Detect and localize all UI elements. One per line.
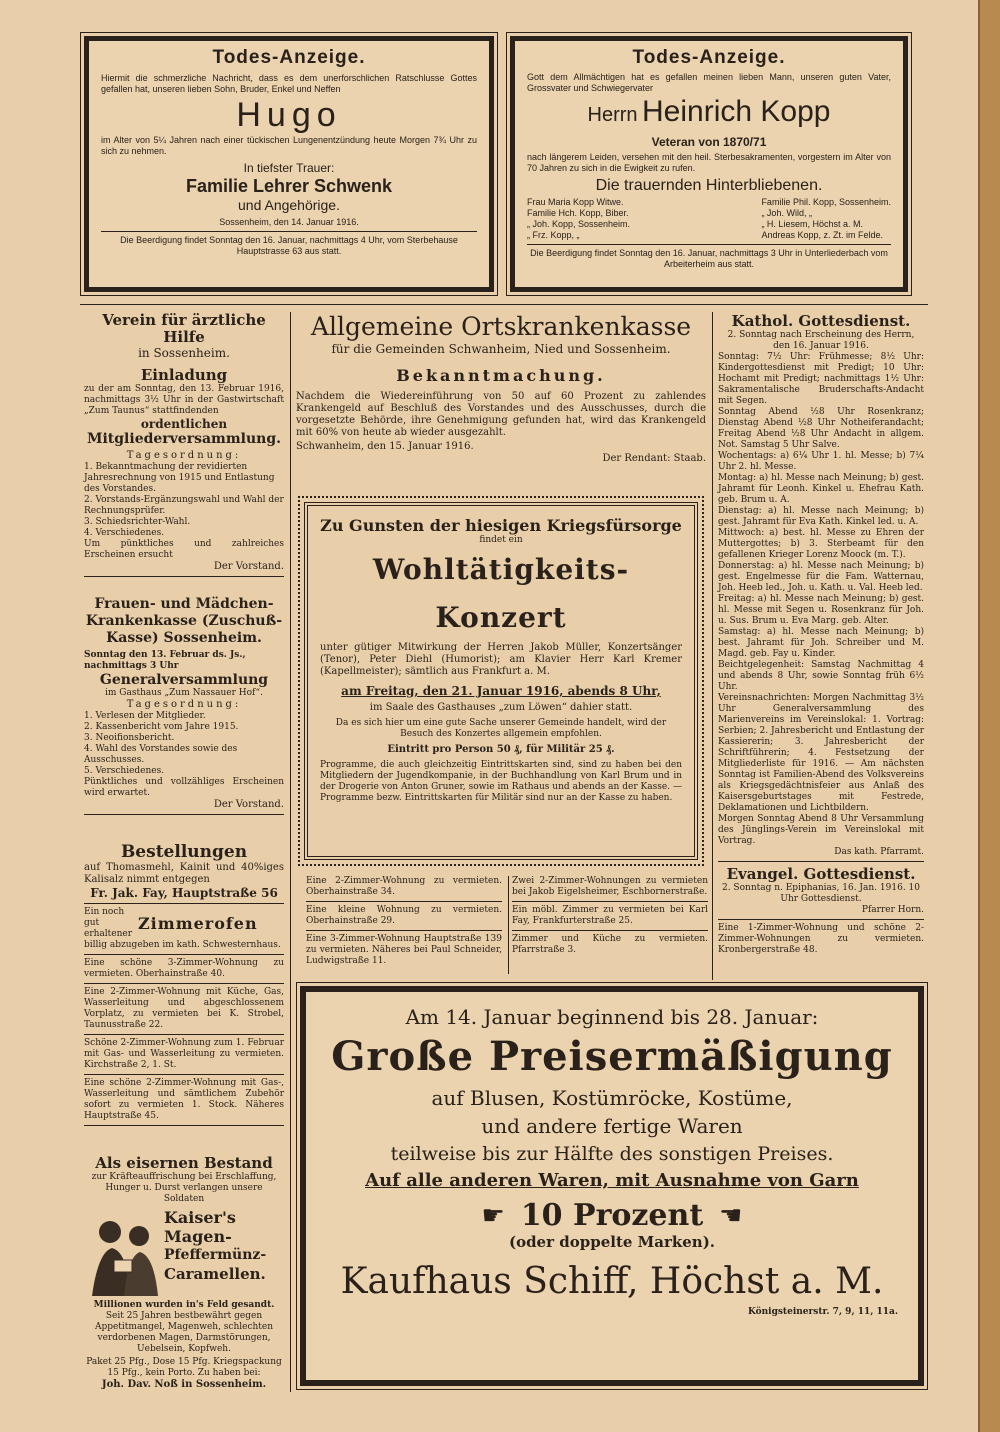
frauen-sign: Der Vorstand. (213, 799, 284, 810)
kathol-para: Morgen Sonntag Abend 8 Uhr Versammlung des Jünglings-Verein im Vereinslokal mit Vortrag. (718, 814, 924, 846)
pointing-hand-icon: ☛ (719, 1200, 743, 1231)
frauen-krankenkasse (84, 596, 284, 818)
kathol-para: Wochentags: a) 6¼ Uhr 1. hl. Messe; b) 7¼ Uhr 2. hl. Messe. (718, 451, 924, 472)
frauen-item: 4. Wahl des Vorstandes sowie des Ausschusses. (84, 744, 238, 765)
schiff-title: Große Preisermäßigung (331, 1033, 893, 1080)
tagesordnung: Tagesordnung: (126, 699, 242, 710)
notice-intro: Gott dem Allmächtigen hat es gefallen meinen lieben Mann, unseren guten Vater, Grossvater und Schwiegervater (527, 72, 891, 93)
verein-subtitle: in Sossenheim. (138, 346, 230, 360)
small-ad: Eine schöne 2-Zimmer-Wohnung mit Gas-, Wasserleitung und sämtlichem Zubehör sofort zu vermieten 1. Stock. Näheres Hauptstraße 45. (84, 1078, 284, 1121)
konzert-programme: Programme, die auch gleichzeitig Eintrittskarten sind, sind zu haben bei den Mitgliedern der Jugendkompanie, in der Buchhandlung von Karl Brum und in der Drogerie von Anton Gruner, sowie im Rathaus und abends an der Kasse. — Programme bezw. Eintrittskarten für Militär sind nur an der Kasse zu haben. (320, 760, 682, 803)
kathol-sign: Das kath. Pfarramt. (834, 847, 924, 857)
evangel-text: 2. Sonntag n. Epiphanias, 16. Jan. 1916. 10 Uhr Gottesdienst. (721, 883, 920, 904)
kaisers-brand-row (84, 1208, 284, 1300)
list-item: Andreas Kopp, z. Zt. im Felde. (761, 230, 883, 240)
small-ad: Eine 3-Zimmer-Wohnung Hauptstraße 139 zu vermieten. Näheres bei Paul Schneider, Ludwigstraße 11. (306, 934, 502, 966)
notice-detail: im Alter von 5¼ Jahren nach einer tückischen Lungenentzündung heute Morgen 7¾ Uhr zu sich zu nehmen. (101, 135, 477, 156)
relatives: und Angehörige. (238, 197, 340, 213)
kathol-para: Sonntag: 7½ Uhr: Frühmesse; 8½ Uhr: Kindergottesdienst mit Predigt; 10 Uhr: Hochamt mit Predigt; nachmittags 1½ Uhr: Sakramentalische Bruderschafts-Andacht mit Segen. (718, 352, 924, 406)
kaisers-brand (164, 1208, 284, 1300)
bestellungen-name: Fr. Jak. Fay, Hauptstraße 56 (90, 886, 278, 900)
place-date: Sossenheim, den 14. Januar 1916. (219, 217, 359, 227)
kathol-para: Dienstag: a) hl. Messe nach Meinung; b) gest. Jahramt für Eva Kath. Kinkel led. u. A. (718, 506, 924, 527)
zimmerofen-text: billig abzugeben im kath. Schwesternhaus. (84, 940, 281, 950)
okk-sub: für die Gemeinden Schwanheim, Nied und Sossenheim. (331, 342, 671, 356)
verein-item: 1. Bekanntmachung der revidierten Jahresrechnung von 1915 und Entlastung des Vorstandes. (84, 462, 275, 494)
verein-item: 2. Vorstands-Ergänzungswahl und Wahl der Rechnungsprüfer. (84, 495, 284, 516)
small-ad: Zwei 2-Zimmer-Wohnungen zu vermieten bei Jakob Eigelsheimer, Eschbornerstraße. (512, 876, 708, 897)
konzert-text: unter gütiger Mitwirkung der Herren Jakob Müller, Konzertsänger (Tenor), Peter Diehl (Humorist); am Klavier Herr Karl Kremer (Kapellmeister); sämtlich aus Frankfurt a. M. (320, 642, 682, 677)
notice-intro: Hiermit die schmerzliche Nachricht, dass es dem unerforschlichen Ratschlusse Gottes gefallen hat, unseren lieben Sohn, Bruder, Enkel und Neffen (101, 73, 477, 94)
small-ad: Schöne 2-Zimmer-Wohnung zum 1. Februar mit Gas- und Wasserleitung zu vermieten. Kirchstraße 2, 1. St. (84, 1038, 284, 1070)
kaisers-price: Paket 25 Pfg., Dose 15 Pfg. Kriegspackung 15 Pfg., kein Porto. Zu haben bei: (86, 1357, 282, 1378)
mourners: Die trauernden Hinterbliebenen. (595, 177, 823, 194)
konzert-note: Da es sich hier um eine gute Sache unserer Gemeinde handelt, wird der Besuch des Konzertes allgemein empfohlen. (335, 718, 667, 739)
frauen-date: Sonntag den 13. Februar ds. Js., nachmittags 3 Uhr (84, 650, 246, 671)
kathol-title: Kathol. Gottesdienst. (731, 312, 911, 330)
soldiers-illustration (84, 1208, 164, 1300)
brand-line: Caramellen. (164, 1265, 266, 1283)
kaisers-ad (84, 1154, 284, 1391)
bestellungen-title: Bestellungen (120, 842, 248, 862)
list-item: „ Joh. Kopp, Sossenheim. (527, 219, 631, 229)
pointing-hand-icon: ☛ (481, 1200, 505, 1231)
frauen-item: 3. Neoifionsbericht. (84, 733, 175, 743)
verein-text: zu der am Sonntag, den 13. Februar 1916, nachmittags 3½ Uhr in der Gastwirtschaft „Zum Taunus“ stattfindenden (84, 384, 284, 416)
verein-title: Verein für ärztliche Hilfe (102, 311, 266, 346)
mourners-right (761, 197, 891, 241)
schiff-line2: und andere fertige Waren (481, 1114, 743, 1138)
small-ad: Ein möbl. Zimmer zu vermieten bei Karl Fay, Frankfurterstraße 25. (512, 905, 708, 926)
schiff-top: Am 14. Januar beginnend bis 28. Januar: (405, 1005, 819, 1029)
schiff-shop: Kaufhaus Schiff, Höchst a. M. (340, 1261, 884, 1302)
deceased-name: Hugo (236, 96, 342, 134)
konzert-ad (304, 502, 698, 860)
schiff-marks: (oder doppelte Marken). (508, 1233, 716, 1251)
verein-item: 3. Schiedsrichter-Wahl. (84, 517, 191, 527)
frauen-title: Frauen- und Mädchen-Krankenkasse (Zuschuß-Kasse) Sossenheim. (85, 596, 283, 646)
kaisers-text3: Seit 25 Jahren bestbewährt gegen Appetitmangel, Magenweh, schlechten verdorbenen Magen, Darmstörungen, Uebelsein, Kopfweh. (94, 1311, 274, 1354)
okk-sign: Der Rendant: Staab. (602, 453, 706, 464)
konzert-entry: Eintritt pro Person 50 ₰, für Militär 25 ₰. (387, 744, 615, 755)
list-item: „ Frz. Kopp, „ (527, 230, 580, 240)
brand-line: Pfeffermünz- (164, 1247, 267, 1263)
mitgliederversammlung: Mitgliederversammlung. (86, 431, 282, 447)
notice-detail: nach längerem Leiden, versehen mit den heil. Sterbesakramenten, vorgestern im Alter von 70 Jahren zu sich in die Ewigkeit zu rufen. (527, 152, 891, 173)
ordentlichen: ordentlichen (140, 417, 228, 431)
brand-line: Magen- (164, 1227, 232, 1246)
burial-info: Die Beerdigung findet Sonntag den 16. Januar, nachmittags 3 Uhr in Unterliederbach vom Arbeiterheim aus statt. (530, 248, 888, 269)
kathol-para: Beichtgelegenheit: Samstag Nachmittag 4 und abends 8 Uhr, sowie Sonntag früh 6½ Uhr. (718, 660, 924, 692)
kathol-para: Donnerstag: a) hl. Messe nach Meinung; b) gest. Engelmesse für die Fam. Watternau, Joh. Heeb led., Joh. u. Kath. u. Val. Heeb led. (718, 561, 924, 593)
brand-line: Kaiser's (164, 1208, 236, 1227)
list-item: „ Joh. Wild, „ (761, 208, 812, 218)
small-ad: Eine 2-Zimmer-Wohnung zu vermieten. Oberhainstraße 34. (306, 876, 502, 897)
verein-closing: Um pünktliches und zahlreiches Erscheinen ersucht (84, 539, 284, 560)
zimmerofen-ad (84, 907, 284, 940)
frauen-item: 1. Verlesen der Mitglieder. (84, 711, 206, 721)
mid-ads-left (306, 876, 502, 967)
deceased-name: Heinrich Kopp (642, 95, 831, 128)
list-item: „ H. Liesem, Höchst a. M. (761, 219, 863, 229)
list-item: Familie Phil. Kopp, Sossenheim. (761, 197, 891, 207)
bekanntmachung: Bekanntmachung. (396, 366, 606, 385)
death-notice-hugo (84, 36, 494, 292)
okk-title: Allgemeine Ortskrankenkasse (310, 312, 692, 341)
verein-aerztliche-hilfe (84, 312, 284, 580)
ortskrankenkasse (296, 312, 706, 465)
bestellungen-text: auf Thomasmehl, Kainit und 40%iges Kalisalz nimmt entgegen (84, 862, 284, 885)
kaisers-title: Als eisernen Bestand (95, 1154, 273, 1172)
frauen-closing: Pünktliches und vollzähliges Erscheinen wird erwartet. (84, 777, 284, 798)
schiff-line3: teilweise bis zur Hälfte des sonstigen Preises. (390, 1143, 834, 1165)
frauen-item: 2. Kassenbericht vom Jahre 1915. (84, 722, 239, 732)
list-item: Frau Maria Kopp Witwe. (527, 197, 624, 207)
schiff-line4: Auf alle anderen Waren, mit Ausnahme von Garn (365, 1170, 859, 1191)
mourners-left (527, 197, 630, 241)
deceased-heading (527, 94, 891, 135)
notice-title: Todes-Anzeige. (212, 47, 366, 68)
herr-label: Herrn (587, 104, 638, 126)
mid-ads-right (512, 876, 708, 956)
konzert-place: im Saale des Gasthauses „zum Löwen“ dahier statt. (369, 702, 633, 713)
small-ad: Eine 2-Zimmer-Wohnung mit Küche, Gas, Wasserleitung und abgeschlossenem Vorplatz, zu vermieten bei K. Strobel, Taunusstraße 22. (84, 987, 284, 1030)
mourning-line: In tiefster Trauer: (243, 161, 335, 175)
list-item: Familie Hch. Kopp, Biber. (527, 208, 629, 218)
zimmerofen-left: Ein noch gut erhaltener (84, 907, 133, 939)
kathol-sub: 2. Sonntag nach Erscheinung des Herrn, den 16. Januar 1916. (727, 330, 915, 351)
kaufhaus-schiff-ad (300, 986, 924, 1386)
small-ad: Eine 1-Zimmer-Wohnung und schöne 2-Zimmer-Wohnungen zu vermieten. Kronbergerstraße 48. (718, 923, 924, 955)
kathol-para: Samstag: a) hl. Messe nach Meinung; b) best. Jahramt für Joh. Schreiber und M. Magd. geb. Fay u. Kinder. (718, 627, 924, 659)
okk-text: Nachdem die Wiedereinführung von 50 auf 60 Prozent zu zahlendes Krankengeld auf Beschluß des Vorstandes und des Ausschusses, durch die vorgesetzte Behörde, ihre Genehmigung gefunden hat, wird das Krankengeld mit 60% von heute ab wieder ausgezahlt. (296, 391, 706, 438)
veteran-line: Veteran von 1870/71 (651, 135, 767, 149)
schiff-percent-row (326, 1198, 898, 1233)
small-ad: Eine schöne 3-Zimmer-Wohnung zu vermieten. Oberhainstraße 40. (84, 958, 284, 979)
schiff-percent: 10 Prozent (520, 1198, 704, 1233)
death-notice-kopp (510, 36, 908, 292)
schiff-line1: auf Blusen, Kostümröcke, Kostüme, (431, 1086, 793, 1110)
tagesordnung: Tagesordnung: (126, 450, 242, 461)
evangel-title: Evangel. Gottesdienst. (726, 865, 916, 883)
bestellungen-ad (84, 842, 284, 1129)
burial-info: Die Beerdigung findet Sonntag den 16. Januar, nachmittags 4 Uhr, vom Sterbehause Hauptstrasse 63 aus statt. (120, 235, 458, 256)
kathol-para: Vereinsnachrichten: Morgen Nachmittag 3½ Uhr Generalversammlung des Marienvereins im Vereinslokal: 1. Vortrag: Serbien; 2. Jahresbericht und Entlastung der Kassiererin; 3. Jahresbericht der Schriftführerin; 4. Festsetzung der Mitgliederliste für 1916. — Am nächsten Sonntag ist Familien-Abend des Volksvereins als Kriegsgedächtnisfeier aus Anlaß des Kaisersgeburtstages mit Festrede, Deklamationen und Lichtbildern. (718, 693, 924, 813)
okk-place: Schwanheim, den 15. Januar 1916. (296, 441, 474, 452)
frauen-item: 5. Verschiedenes. (84, 766, 165, 776)
family-name: Familie Lehrer Schwenk (185, 176, 393, 196)
small-ad: Eine kleine Wohnung zu vermieten. Oberhainstraße 29. (306, 905, 502, 926)
kathol-para: Montag: a) hl. Messe nach Meinung; b) gest. Jahramt für Leonh. Kinkel u. Ehefrau Kath. geb. Brum u. A. (718, 473, 924, 505)
einladung: Einladung (140, 366, 228, 384)
konzert-title: Wohltätigkeits-Konzert (372, 553, 630, 634)
kaisers-dealer: Joh. Dav. Noß in Sossenheim. (101, 1379, 267, 1390)
kathol-para: Mittwoch: a) best. hl. Messe zu Ehren der Muttergottes; b) 3. Sterbeamt für den gefallenen Krieger Lorenz Moock (m. T.). (718, 528, 924, 560)
mourners-list (527, 197, 891, 241)
konzert-line1: Zu Gunsten der hiesigen Kriegsfürsorge (320, 516, 682, 535)
konzert-date: am Freitag, den 21. Januar 1916, abends 8 Uhr, (341, 684, 661, 698)
small-ad: Zimmer und Küche zu vermieten. Pfarrstraße 3. (512, 934, 708, 955)
konzert-line2: findet ein (479, 535, 523, 545)
page-edge (978, 0, 1000, 1432)
kaisers-text: zur Kräfteauffrischung bei Erschlaffung, Hunger u. Durst verlangen unsere Soldaten (91, 1172, 277, 1204)
evangel-sign: Pfarrer Horn. (861, 905, 924, 915)
zimmerofen-title: Zimmerofen (138, 914, 258, 933)
notice-title: Todes-Anzeige. (632, 47, 786, 68)
kathol-gottesdienst (718, 312, 924, 956)
generalversammlung: Generalversammlung (99, 672, 269, 688)
kathol-para: Sonntag Abend ½8 Uhr Rosenkranz; Dienstag Abend ½8 Uhr Notheiferandacht; Freitag Abend ½8 Uhr Andacht in allgem. Not. Samstag 5 Uhr Salve. (718, 407, 924, 450)
verein-item: 4. Verschiedenes. (84, 528, 165, 538)
schiff-address: Königsteinerstr. 7, 9, 11, 11a. (747, 1307, 898, 1317)
frauen-place: im Gasthaus „Zum Nassauer Hof“. (105, 688, 263, 698)
kaisers-text2: Millionen wurden in's Feld gesandt. (93, 1300, 275, 1310)
kathol-para: Freitag: a) hl. Messe nach Meinung; b) gest. hl. Messe mit Segen u. Rosenkranz für Joh. u. Sus. Brum u. Eva Marg. geb. Alter. (718, 594, 924, 626)
verein-sign: Der Vorstand. (213, 561, 284, 572)
